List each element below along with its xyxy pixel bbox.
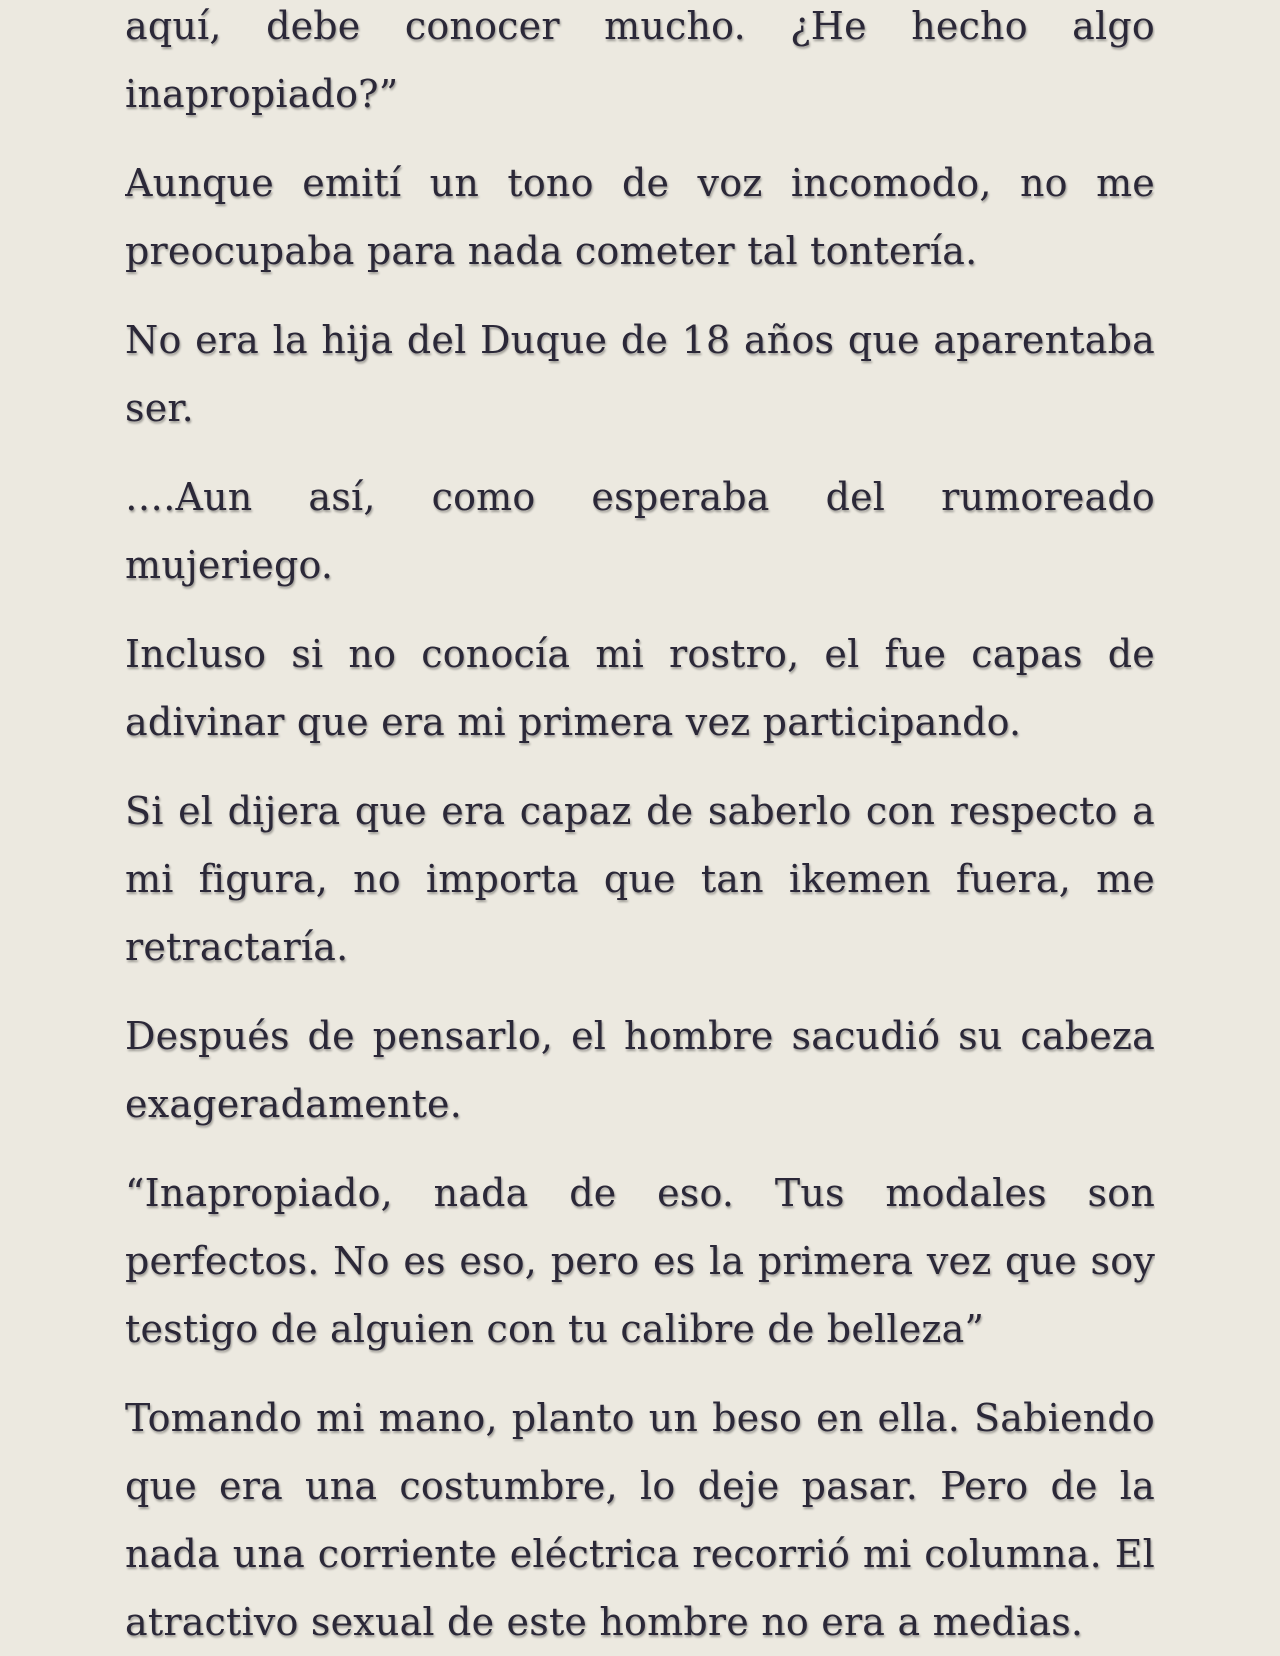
paragraph: ….Aun así, como esperaba del rumoreado mujeriego. <box>125 475 1155 587</box>
paragraph: No era la hija del Duque de 18 años que aparentaba ser. <box>125 318 1155 430</box>
paragraph: Después de pensarlo, el hombre sacudió su cabeza exageradamente. <box>125 1014 1155 1126</box>
paragraph: aquí, debe conocer mucho. ¿He hecho algo inapropiado?” <box>125 4 1155 116</box>
document-page <box>125 0 1155 1656</box>
document-body <box>125 0 1155 1656</box>
paragraph: “Inapropiado, nada de eso. Tus modales son perfectos. No es eso, pero es la primera vez que soy testigo de alguien con tu calibre de belleza” <box>125 1171 1155 1351</box>
paragraph: Aunque emití un tono de voz incomodo, no me preocupaba para nada cometer tal tontería. <box>125 161 1155 273</box>
paragraph: Tomando mi mano, planto un beso en ella. Sabiendo que era una costumbre, lo deje pasar. Pero de la nada una corriente eléctrica recorrió mi columna. El atractivo sexual de este hombre no era a medias. <box>125 1396 1155 1644</box>
paragraph: Incluso si no conocía mi rostro, el fue capas de adivinar que era mi primera vez participando. <box>125 632 1155 744</box>
paragraph: Si el dijera que era capaz de saberlo con respecto a mi figura, no importa que tan ikemen fuera, me retractaría. <box>125 789 1155 969</box>
